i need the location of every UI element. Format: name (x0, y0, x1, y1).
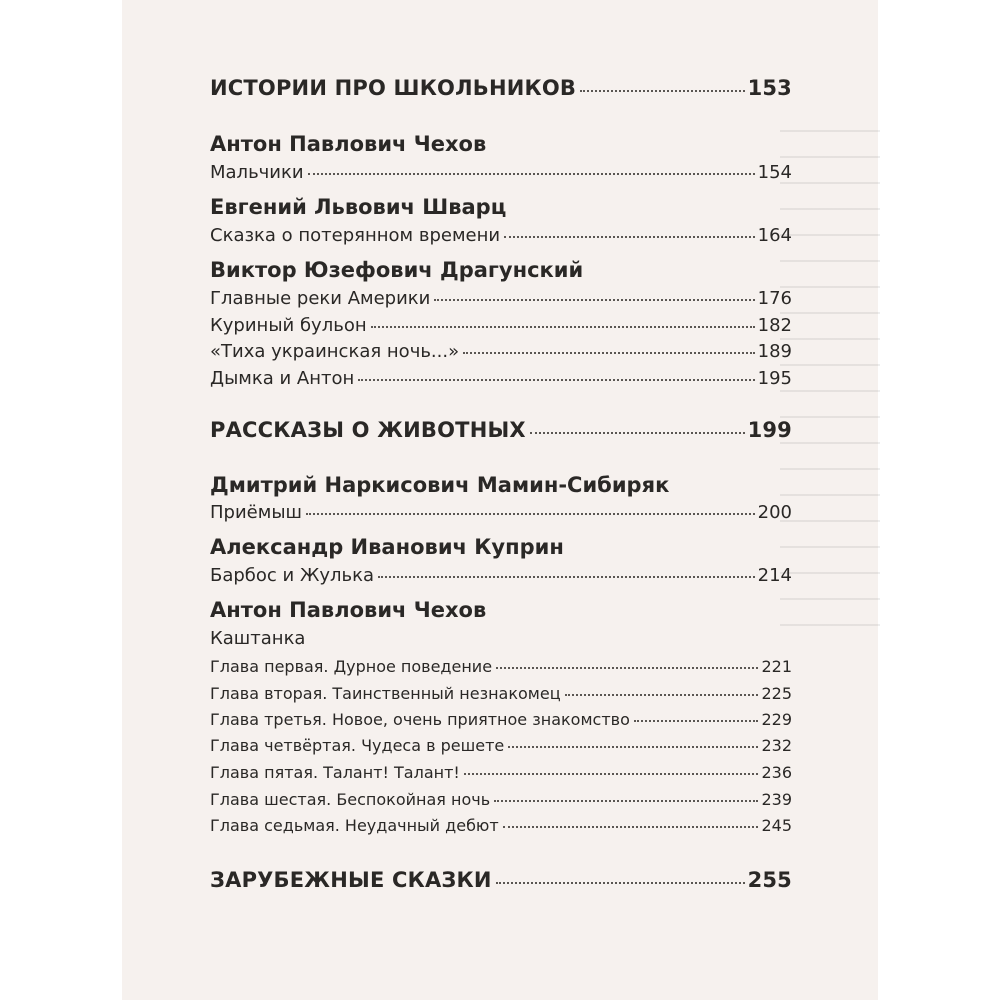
chapter-title: Глава пятая. Талант! Талант! (210, 763, 460, 782)
page-number: 153 (747, 76, 792, 100)
toc-section (210, 78, 792, 99)
author-name: Виктор Юзефович Драгунский (210, 258, 584, 282)
show-through-text (780, 130, 880, 650)
page-number: 255 (747, 868, 792, 892)
chapter-title: Глава вторая. Таинственный незнакомец (210, 684, 561, 703)
work-title: Дымка и Антон (210, 368, 355, 389)
toc-chapter (210, 765, 792, 781)
chapter-title: Глава третья. Новое, очень приятное знакомство (210, 710, 630, 729)
dot-leader (530, 432, 745, 434)
page-number: 225 (761, 684, 792, 703)
toc-entry (210, 227, 792, 245)
author-name: Александр Иванович Куприн (210, 535, 564, 559)
author-name: Евгений Львович Шварц (210, 195, 507, 219)
section-title: ИСТОРИИ ПРО ШКОЛЬНИКОВ (210, 76, 577, 100)
dot-leader (503, 826, 759, 828)
page-number: 229 (761, 710, 792, 729)
page-number: 176 (757, 288, 792, 309)
chapter-title: Глава четвёртая. Чудеса в решете (210, 736, 505, 755)
toc-chapter (210, 792, 792, 808)
dot-leader (464, 773, 759, 775)
chapter-title: Глава шестая. Беспокойная ночь (210, 790, 491, 809)
toc-entry (210, 504, 792, 522)
dot-leader (434, 299, 754, 301)
author-name: Антон Павлович Чехов (210, 598, 487, 622)
dot-leader (494, 800, 758, 802)
section-title: ЗАРУБЕЖНЫЕ СКАЗКИ (210, 868, 492, 892)
chapter-title: Глава первая. Дурное поведение (210, 657, 493, 676)
dot-leader (306, 513, 755, 515)
page-number: 189 (757, 341, 792, 362)
page-number: 239 (761, 790, 792, 809)
toc-chapter (210, 818, 792, 834)
toc-section (210, 870, 792, 891)
page-number: 245 (761, 816, 792, 835)
toc-entry (210, 567, 792, 585)
dot-leader (565, 694, 759, 696)
toc-chapter (210, 659, 792, 675)
page-number: 200 (757, 502, 792, 523)
work-title: Приёмыш (210, 502, 302, 523)
work-title: «Тиха украинская ночь...» (210, 341, 460, 362)
author-name: Дмитрий Наркисович Мамин-Сибиряк (210, 473, 670, 497)
dot-leader (496, 882, 745, 884)
page-number: 195 (757, 368, 792, 389)
dot-leader (358, 379, 754, 381)
dot-leader (496, 667, 758, 669)
work-title: Барбос и Жулька (210, 565, 375, 586)
work-title: Каштанка (210, 628, 306, 649)
page-number: 182 (757, 315, 792, 336)
dot-leader (308, 173, 755, 175)
work-title: Куриный бульон (210, 315, 367, 336)
work-title: Сказка о потерянном времени (210, 225, 501, 246)
dot-leader (634, 720, 759, 722)
toc-section (210, 420, 792, 441)
dot-leader (580, 90, 744, 92)
page-number: 164 (757, 225, 792, 246)
toc-entry (210, 290, 792, 308)
toc-entry (210, 164, 792, 182)
page-number: 236 (761, 763, 792, 782)
toc-chapter (210, 738, 792, 754)
toc-chapter (210, 712, 792, 728)
dot-leader (508, 746, 758, 748)
author-name: Антон Павлович Чехов (210, 132, 487, 156)
page-number: 221 (761, 657, 792, 676)
toc-entry (210, 317, 792, 335)
toc-chapter (210, 686, 792, 702)
page-number: 214 (757, 565, 792, 586)
dot-leader (504, 236, 755, 238)
page-number: 154 (757, 162, 792, 183)
page-number: 199 (747, 418, 792, 442)
dot-leader (371, 326, 755, 328)
page-number: 232 (761, 736, 792, 755)
toc-entry (210, 343, 792, 361)
work-title: Главные реки Америки (210, 288, 431, 309)
dot-leader (378, 576, 755, 578)
work-title: Мальчики (210, 162, 304, 183)
section-title: РАССКАЗЫ О ЖИВОТНЫХ (210, 418, 526, 442)
chapter-title: Глава седьмая. Неудачный дебют (210, 816, 499, 835)
dot-leader (463, 352, 755, 354)
toc-entry (210, 370, 792, 388)
